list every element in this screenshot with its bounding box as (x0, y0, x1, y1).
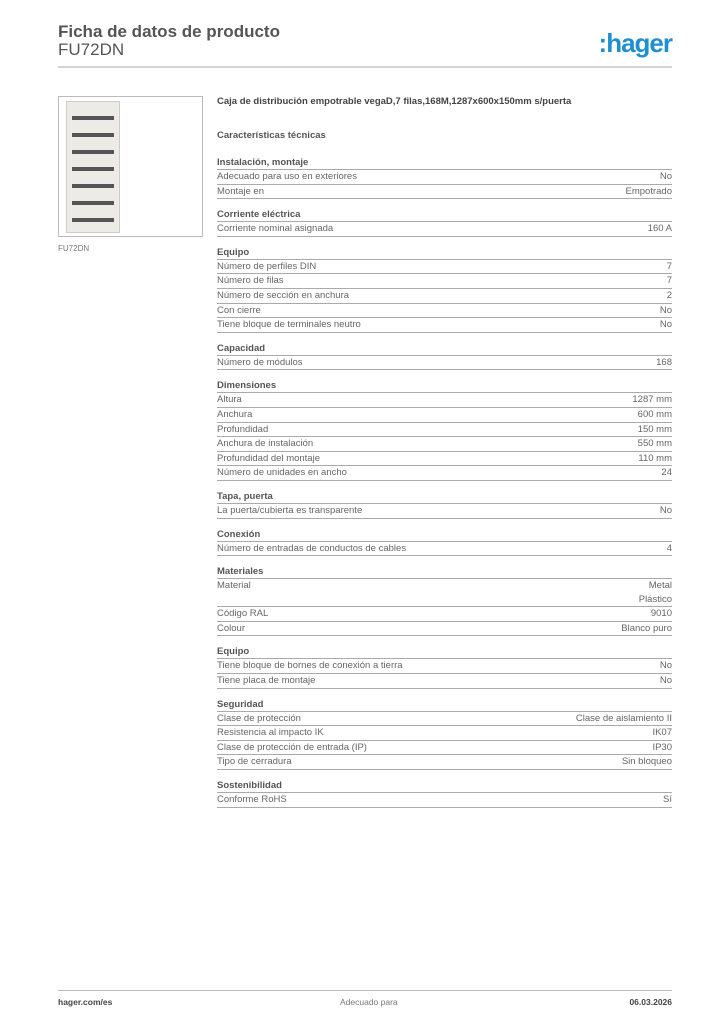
spec-section (217, 779, 672, 808)
footer-website-link[interactable]: hager.com/es (58, 997, 113, 1007)
spec-label: Colour (217, 622, 245, 634)
image-caption: FU72DN (58, 244, 90, 253)
spec-row (217, 318, 672, 333)
spec-label: Número de perfiles DIN (217, 260, 317, 272)
spec-row (217, 741, 672, 756)
spec-row (217, 452, 672, 467)
spec-value: 24 (661, 467, 672, 479)
spec-label: Resistencia al impacto IK (217, 727, 324, 739)
cabinet-illustration (66, 101, 120, 233)
spec-section (217, 208, 672, 237)
spec-label: Adecuado para uso en exteriores (217, 171, 357, 182)
spec-value: 550 mm (637, 438, 672, 450)
spec-row (217, 260, 672, 275)
spec-value: No (659, 319, 672, 331)
section-heading: Materiales (217, 565, 672, 579)
spec-row (217, 659, 672, 674)
spec-section (217, 379, 672, 481)
spec-value: 9010 (650, 608, 672, 620)
spec-label: Conforme RoHS (217, 794, 287, 806)
spec-row (217, 793, 672, 808)
spec-label: Profundidad del montaje (217, 452, 320, 464)
spec-row (217, 466, 672, 481)
spec-label: Número de filas (217, 275, 284, 287)
page-title: Ficha de datos de producto (58, 22, 280, 41)
spec-label: Tiene bloque de bornes de conexión a tierra (217, 660, 403, 672)
spec-label: La puerta/cubierta es transparente (217, 504, 363, 516)
spec-section (217, 698, 672, 770)
spec-label: Número de entradas de conductos de cables (217, 542, 407, 554)
spec-value: No (659, 675, 672, 687)
spec-value: 1287 mm (632, 394, 672, 406)
spec-section (217, 246, 672, 333)
spec-row (217, 423, 672, 438)
spec-value: 150 mm (637, 423, 672, 435)
spec-section (217, 565, 672, 636)
spec-value: No (659, 304, 672, 316)
spec-value: 168 (656, 356, 672, 368)
spec-row (217, 504, 672, 519)
spec-label: Tipo de cerradura (217, 756, 292, 768)
footer-date: 06.03.2026 (629, 997, 672, 1007)
section-heading: Instalación, montaje (217, 156, 672, 170)
spec-label: Corriente nominal asignada (217, 223, 334, 235)
section-heading: Equipo (217, 645, 672, 659)
spec-label: Número de sección en anchura (217, 289, 350, 301)
spec-section (217, 342, 672, 371)
section-heading: Seguridad (217, 698, 672, 712)
spec-row (217, 437, 672, 452)
spec-value: IP30 (652, 741, 672, 753)
spec-row (217, 304, 672, 319)
spec-row (217, 170, 672, 185)
spec-label: Número de módulos (217, 356, 303, 368)
hager-logo: :hager (598, 28, 672, 58)
spec-row (217, 712, 672, 727)
spec-label: Con cierre (217, 304, 261, 316)
spec-label: Altura (217, 394, 242, 406)
spec-row (217, 674, 672, 689)
spec-row (217, 274, 672, 289)
spec-row (217, 542, 672, 557)
spec-value: Empotrado (625, 185, 672, 197)
spec-row (217, 622, 672, 637)
spec-label: Número de unidades en ancho (217, 467, 347, 479)
spec-value: 2 (666, 289, 672, 301)
spec-value: Clase de aislamiento II (575, 712, 672, 724)
spec-row (217, 408, 672, 423)
spec-sheet (217, 96, 672, 817)
footer-divider (58, 990, 672, 991)
spec-row (217, 607, 672, 622)
spec-label: Tiene placa de montaje (217, 675, 316, 687)
spec-value: 600 mm (637, 408, 672, 420)
spec-section (217, 528, 672, 557)
footer-center: Adecuado para (340, 997, 398, 1007)
spec-section (217, 156, 672, 199)
spec-value: No (659, 660, 672, 672)
section-heading: Dimensiones (217, 379, 672, 393)
spec-row (217, 356, 672, 371)
spec-label: Material (217, 580, 251, 592)
spec-label: Clase de protección de entrada (IP) (217, 741, 367, 753)
spec-row (217, 222, 672, 237)
section-heading: Corriente eléctrica (217, 208, 672, 222)
section-heading: Sostenibilidad (217, 779, 672, 793)
spec-value: 7 (666, 275, 672, 287)
spec-label: Tiene bloque de terminales neutro (217, 319, 361, 331)
spec-label: Profundidad (217, 423, 269, 435)
spec-row (217, 185, 672, 200)
spec-section (217, 490, 672, 519)
spec-label: Clase de protección (217, 712, 301, 724)
spec-value: No (659, 171, 672, 182)
spec-row (217, 726, 672, 741)
spec-section (217, 645, 672, 688)
spec-value: Sí (663, 794, 672, 806)
product-code: FU72DN (58, 40, 125, 59)
spec-row (217, 289, 672, 304)
spec-row (217, 579, 672, 607)
section-heading: Tapa, puerta (217, 490, 672, 504)
product-description: Caja de distribución empotrable vegaD,7 filas,168M,1287x600x150mm s/puerta (217, 96, 572, 107)
section-heading: Capacidad (217, 342, 672, 356)
tech-title: Características técnicas (217, 130, 326, 141)
spec-value: 110 mm (638, 452, 672, 464)
section-heading: Equipo (217, 246, 672, 260)
spec-row (217, 393, 672, 408)
spec-label: Anchura (217, 408, 253, 420)
spec-value: Blanco puro (621, 622, 672, 634)
spec-row (217, 755, 672, 770)
spec-value: 7 (666, 260, 672, 272)
spec-value: 160 A (647, 223, 672, 235)
spec-label: Anchura de instalación (217, 438, 314, 450)
spec-value: IK07 (652, 727, 672, 739)
spec-label: Código RAL (217, 608, 269, 620)
product-image (58, 96, 203, 237)
section-heading: Conexión (217, 528, 672, 542)
spec-value: Metal Plástico (638, 580, 672, 605)
spec-value: 4 (666, 542, 672, 554)
header-divider (58, 66, 672, 68)
spec-value: Sin bloqueo (621, 756, 672, 768)
spec-value: No (659, 504, 672, 516)
spec-label: Montaje en (217, 185, 265, 197)
